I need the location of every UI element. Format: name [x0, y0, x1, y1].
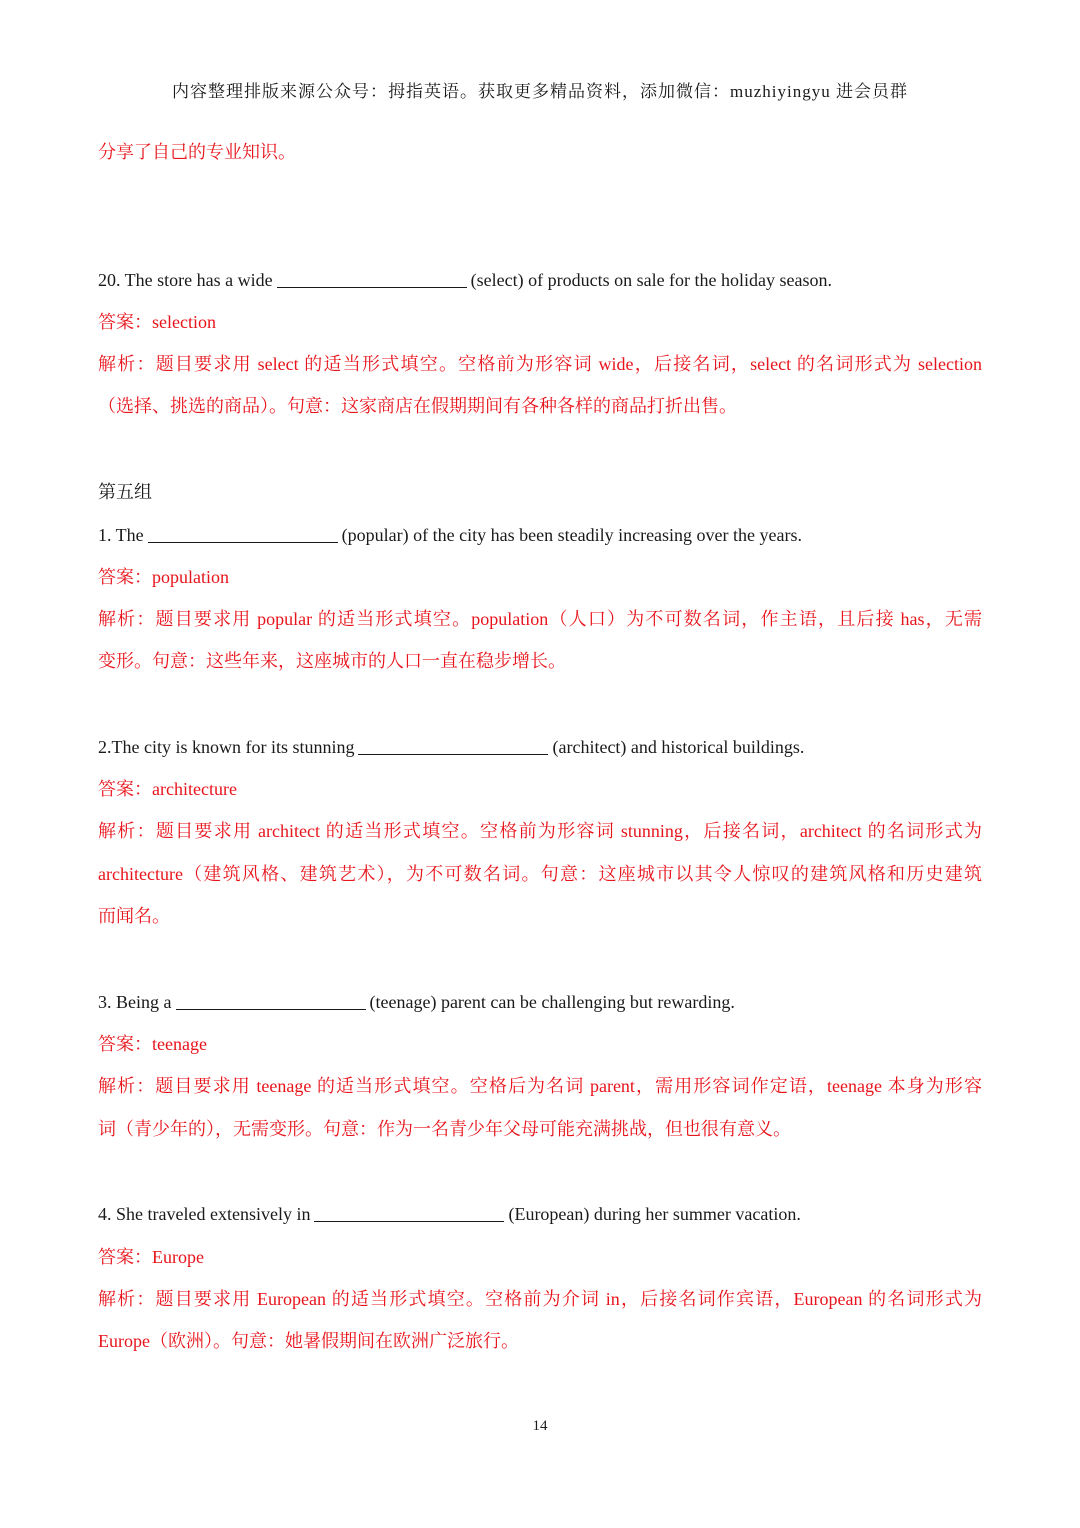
question-2 [98, 735, 804, 759]
question-2-analysis-line-1: 解析：题目要求用 architect 的适当形式填空。空格前为形容词 stunning，后接名词，architect 的名词形式为 [98, 821, 982, 841]
answer-blank [277, 269, 467, 288]
question-1-before: 1. The [98, 525, 144, 545]
question-20-analysis-line-1: 解析：题目要求用 select 的适当形式填空。空格前为形容词 wide，后接名词，select 的名词形式为 selection [98, 354, 982, 374]
question-3-analysis-line-2: 词（青少年的），无需变形。句意：作为一名青少年父母可能充满挑战，但也很有意义。 [98, 1119, 791, 1139]
answer-blank [358, 736, 548, 755]
question-1 [98, 523, 802, 547]
section-title: 第五组 [98, 482, 152, 502]
question-2-before: 2.The city is known for its stunning [98, 737, 355, 757]
previous-analysis-tail: 分享了自己的专业知识。 [98, 142, 296, 162]
question-3-after: (teenage) parent can be challenging but rewarding. [369, 992, 735, 1012]
answer-blank [176, 991, 366, 1010]
question-3-analysis-line-1: 解析：题目要求用 teenage 的适当形式填空。空格后为名词 parent，需用形容词作定语，teenage 本身为形容 [98, 1076, 982, 1096]
question-1-analysis-line-2: 变形。句意：这些年来，这座城市的人口一直在稳步增长。 [98, 651, 566, 671]
question-20-answer: 答案：selection [98, 312, 216, 332]
question-1-after: (popular) of the city has been steadily increasing over the years. [341, 525, 802, 545]
question-3 [98, 990, 735, 1014]
question-20-before: 20. The store has a wide [98, 270, 273, 290]
question-1-answer: 答案：population [98, 567, 229, 587]
question-2-answer: 答案：architecture [98, 779, 237, 799]
question-20 [98, 268, 832, 292]
question-1-analysis-line-1: 解析：题目要求用 popular 的适当形式填空。population（人口）为不可数名词，作主语，且后接 has，无需 [98, 609, 982, 629]
answer-blank [314, 1203, 504, 1222]
question-2-analysis-line-2: architecture（建筑风格、建筑艺术），为不可数名词。句意：这座城市以其令人惊叹的建筑风格和历史建筑 [98, 864, 982, 884]
question-2-analysis-line-3: 而闻名。 [98, 906, 170, 926]
answer-blank [148, 524, 338, 543]
page-number: 14 [532, 1418, 548, 1434]
question-20-after: (select) of products on sale for the holiday season. [470, 270, 833, 290]
question-4-before: 4. She traveled extensively in [98, 1204, 311, 1224]
question-4-answer: 答案：Europe [98, 1247, 204, 1267]
page-header: 内容整理排版来源公众号：拇指英语。获取更多精品资料，添加微信：muzhiyingyu 进会员群 [172, 82, 908, 101]
question-20-analysis-line-2: （选择、挑选的商品）。句意：这家商店在假期期间有各种各样的商品打折出售。 [98, 396, 737, 416]
question-4-analysis-line-1: 解析：题目要求用 European 的适当形式填空。空格前为介词 in，后接名词作宾语，European 的名词形式为 [98, 1289, 982, 1309]
question-4-analysis-line-2: Europe（欧洲）。句意：她暑假期间在欧洲广泛旅行。 [98, 1331, 519, 1351]
question-4-after: (European) during her summer vacation. [508, 1204, 801, 1224]
question-4 [98, 1202, 801, 1226]
question-3-answer: 答案：teenage [98, 1034, 207, 1054]
question-2-after: (architect) and historical buildings. [552, 737, 805, 757]
question-3-before: 3. Being a [98, 992, 172, 1012]
